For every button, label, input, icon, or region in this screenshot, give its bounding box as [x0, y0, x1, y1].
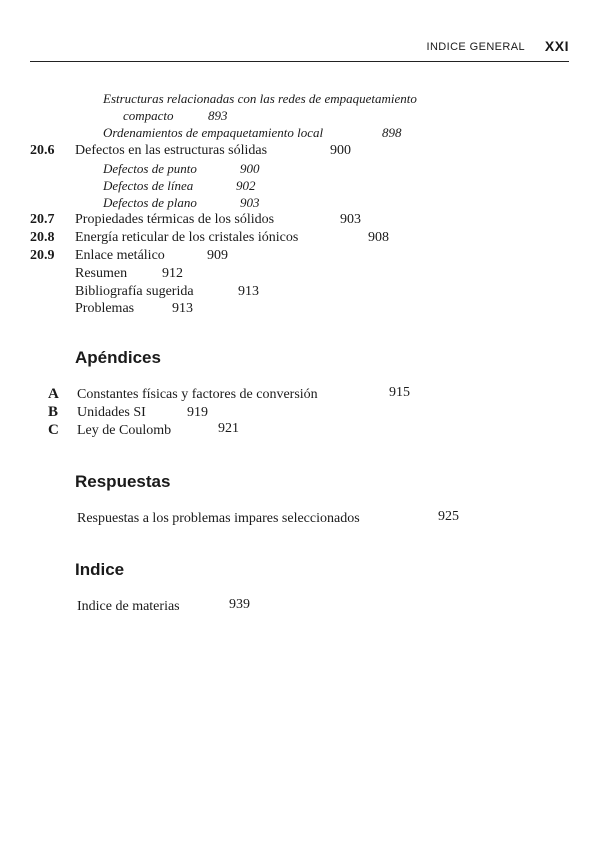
toc-entry-defectos-linea: Defectos de línea — [103, 178, 194, 193]
toc-entry-bibliografia: Bibliografía sugerida — [75, 284, 194, 299]
section-number-20-8: 20.8 — [30, 230, 55, 245]
indice-page: 939 — [229, 597, 250, 612]
toc-page-908: 908 — [368, 230, 389, 245]
section-number-20-7: 20.7 — [30, 212, 55, 227]
appendix-title-b: Unidades SI — [77, 405, 146, 420]
section-title-propiedades: Propiedades térmicas de los sólidos — [75, 212, 275, 227]
toc-entry-ordenamientos: Ordenamientos de empaquetamiento local — [103, 125, 324, 140]
toc-page-900b: 900 — [240, 161, 260, 176]
heading-indice: Indice — [75, 560, 125, 579]
toc-page-903b: 903 — [340, 212, 361, 227]
appendix-title-a: Constantes físicas y factores de conversión — [77, 387, 318, 402]
heading-apendices: Apéndices — [75, 348, 161, 367]
toc-page-893: 893 — [208, 108, 228, 123]
header-section-label: INDICE GENERAL — [426, 41, 525, 53]
appendix-letter-c: C — [48, 422, 59, 438]
heading-respuestas: Respuestas — [75, 472, 171, 491]
appendix-page-a: 915 — [389, 385, 410, 400]
header-page-number: XXI — [544, 38, 569, 54]
section-number-20-6: 20.6 — [30, 143, 55, 158]
toc-entry-defectos-punto: Defectos de punto — [103, 161, 197, 176]
toc-entry-problemas: Problemas — [75, 301, 135, 316]
toc-entry-resumen: Resumen — [75, 266, 128, 281]
appendix-page-c: 921 — [218, 421, 239, 436]
toc-page-903: 903 — [240, 195, 260, 210]
appendix-letter-a: A — [48, 386, 59, 402]
toc-page-913b: 913 — [172, 301, 193, 316]
header-rule — [30, 61, 569, 62]
section-title-defectos: Defectos en las estructuras sólidas — [75, 143, 268, 158]
section-title-energia: Energía reticular de los cristales iónicos — [75, 230, 299, 245]
respuestas-page: 925 — [438, 509, 459, 524]
toc-page-909: 909 — [207, 248, 228, 263]
toc-entry-estructuras-relacionadas: Estructuras relacionadas con las redes de empaquetamiento — [103, 91, 417, 106]
toc-page-898: 898 — [382, 125, 402, 140]
appendix-page-b: 919 — [187, 405, 208, 420]
toc-page-912: 912 — [162, 266, 183, 281]
running-header — [30, 38, 569, 58]
appendix-title-c: Ley de Coulomb — [77, 423, 172, 438]
respuestas-entry: Respuestas a los problemas impares seleccionados — [77, 511, 360, 526]
indice-entry: Indice de materias — [77, 599, 180, 614]
toc-entry-defectos-plano: Defectos de plano — [103, 195, 197, 210]
toc-entry-estructuras-relacionadas-cont: compacto — [123, 108, 174, 123]
section-number-20-9: 20.9 — [30, 248, 55, 263]
toc-page-913: 913 — [238, 284, 259, 299]
toc-page-900: 900 — [330, 143, 351, 158]
appendix-letter-b: B — [48, 404, 59, 420]
toc-page-902: 902 — [236, 178, 256, 193]
section-title-enlace: Enlace metálico — [75, 248, 165, 263]
